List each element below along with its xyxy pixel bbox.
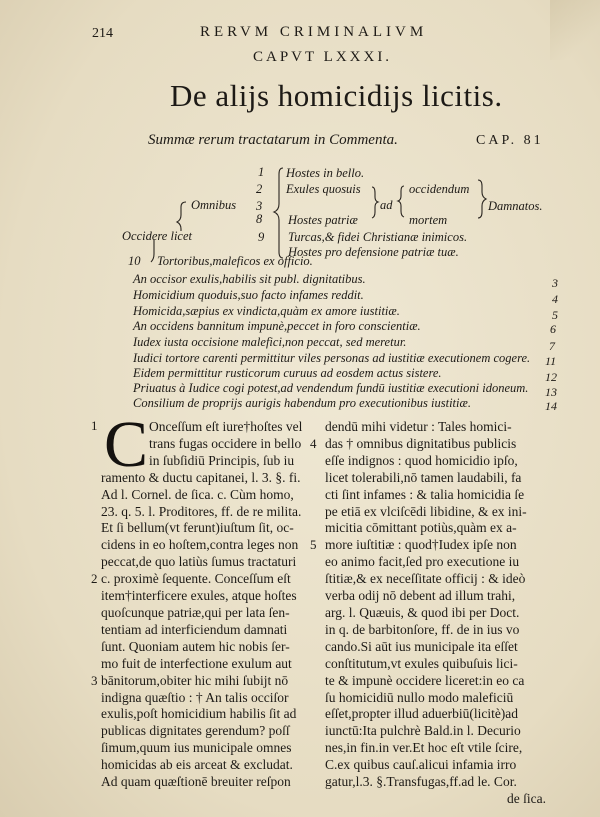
text-line: te & impunè occidere liceret:in eo ca [325,672,525,688]
text-line: 23. q. 5. l. Proditores, ff. de re milita. [101,503,302,519]
text-line: das † omnibus dignitatibus publicis [325,435,517,451]
text-line: conſtitutum,vt exules quibuſuis lici- [325,655,518,671]
diagram-entry: Damnatos. [488,199,543,213]
chapter-title: De alijs homicidijs licitis. [170,78,503,113]
text-line: eſſet,propter illud aduerbiū(licitè)ad [325,706,519,722]
text-line: Ad quam quæſtionē breuiter reſpon [101,774,291,790]
diagram-entry: mortem [409,213,448,227]
folio-number: 214 [92,26,113,41]
text-line: de ſica. [507,790,546,806]
text-line: cti ſint infames : & talia homicidia ſe [325,486,525,502]
summary-num: 6 [550,322,556,336]
diagram-entry: Omnibus [191,198,237,212]
summary-num: 7 [549,339,555,353]
diagram-entry: ad [380,198,393,212]
diagram-braces [0,0,600,300]
text-line: Et ſi bellum(vt ferunt)iuſtum ſit, oc- [101,520,294,536]
summary-line: Homicidium quoduis,suo facto infames reddit. [133,288,364,302]
margin-number: 3 [91,673,98,688]
diagram-entry: Exules quosuis [286,182,361,196]
text-line: ſunt. Quoniam autem hic nobis ſer- [101,638,290,654]
text-line: cando.Si aūt ius municipale ita eſſet [325,638,518,654]
summary-num: 3 [552,276,558,290]
text-line: exulis,poſt homicidium habilis ſit ad [101,706,297,722]
text-line: bānitorum,obiter hic mihi ſubijt nō [101,672,289,688]
text-line: tentiam ad interficiendum damnati [101,621,288,637]
text-line: Ad l. Cornel. de ſica. c. Cùm homo, [101,486,294,502]
text-line: mo fuit de interfectione exulum aut [101,655,292,671]
text-line: nes,in fin.in ver.Et hoc eſt vtile ſcire, [325,740,523,756]
summary-line: Iudex iusta occisione malefici,non peccat, sed meretur. [133,335,407,349]
chapter-heading: CAPVT LXXXI. [253,49,393,65]
text-line: ramento & ductu capitanei, l. 3. §. fi. [101,469,301,485]
margin-number: 5 [310,537,317,552]
damnatos-brace [478,180,486,218]
diagram-num: 10 [128,254,141,268]
summary-num: 13 [545,385,557,399]
left-column [101,419,311,791]
diagram-entry: Occidere licet [122,229,192,243]
text-line: homicidas ab eis arceat & excludat. [101,757,293,773]
summary-line: Eidem permittitur rusticorum curuus ad eosdem actus sistere. [133,366,442,380]
occidendum-brace [398,186,404,217]
diagram-num: 8 [256,212,263,226]
right-column [325,419,557,808]
text-line: ſtitiæ,& ex neceſſitate officij : & ideò [325,571,526,587]
diagram-entry: Turcas,& fidei Christianæ inimicos. [288,230,468,244]
summary-line: Homicida,sæpius ex vindicta,quàm ex amore iustitiæ. [133,304,400,318]
summary-line: Consilium de proprijs aurigis habendum pro executionibus iustitiæ. [133,396,471,410]
text-line: dendū mihi videtur : Tales homici- [325,419,512,434]
text-line: ſu homicidiū nullo modo maleficiū [325,689,514,705]
summary-line: An occidens bannitum impunè,peccet in foro conscientiæ. [133,319,421,333]
text-line: publicas dignitates gerendum? poſſ [101,723,290,739]
margin-number: 4 [310,436,317,451]
summary-num: 14 [545,399,557,413]
text-line: Onceſſum eſt iure†hoſtes vel [149,419,303,434]
main-brace [274,168,283,258]
summary-num: 5 [552,308,558,322]
text-line: c. proximè ſequente. Conceſſum eſt [101,571,291,587]
diagram-entry: Tortoribus,maleficos ex officio. [157,254,313,268]
diagram-num: 2 [256,182,263,196]
text-line: trans fugas occidere in bello [149,435,302,451]
margin-number: 2 [91,571,98,586]
drop-cap: C [104,408,149,481]
diagram-num: 9 [258,230,265,244]
ad-brace [372,187,378,218]
text-line: cidens in eo hoſtem,contra leges non [101,537,299,553]
summary-heading: Summæ rerum tractatarum in Commenta. [148,132,398,148]
chapter-reference: CAP. 81 [476,133,544,148]
text-line: in q. de barbitonſore, ff. de in ius vo [325,621,520,637]
text-line: eſſe indignos : quod homicidio ipſo, [325,452,518,468]
summary-line: Priuatus à Iudice cogi potest,ad vendendum fundū iustitiæ executioni idoneum. [133,381,529,395]
diagram-num: 1 [258,165,265,179]
text-line: eo animo facit,ſed pro executione iu [325,554,520,570]
text-line: C.ex quibus cauſ.alicui infamia irro [325,757,517,773]
text-line: verba odij nō debent ad illum trahi, [325,588,516,604]
summary-num: 12 [545,370,557,384]
omnibus-brace [177,202,186,231]
summary-num: 11 [545,354,557,368]
text-line: quoſcunque patriæ,qui per lata ſen- [101,604,290,620]
text-line: pe etiā ex vlciſcēdi libidine, & ex ini- [325,503,527,519]
summary-line: An occisor exulis,habilis sit publ. dignitatibus. [133,272,366,286]
text-line: indigna quæſtio : † An talis occiſor [101,689,289,705]
text-line: micitia cōmittant potiùs,quàm ex a- [325,520,517,536]
running-title: RERVM CRIMINALIVM [200,24,428,40]
text-line: iunctū:Ita pulchrè Bald.in l. Decurio [325,723,521,739]
diagram-entry: Hostes patriæ [288,213,358,227]
text-line: arg. l. Quæuis, & quod ibi per Doct. [325,604,520,620]
text-line: peccat,de quo latiùs ſumus tractaturi [101,554,297,570]
text-line: more iuſtitiæ : quod†Iudex ipſe non [325,537,517,553]
text-line: licet tolerabili,nō tamen laudabili, fa [325,469,522,485]
occidere-brace [151,240,154,262]
summary-line: Iudici tortore carenti permittitur viles personas ad iustitiæ executionem cogere. [133,351,531,365]
text-line: in ſubſidiū Principis, ſub iu [149,452,295,468]
diagram-entry: Hostes in bello. [286,166,365,180]
text-line: item†interficere exules, atque hoſtes [101,588,297,604]
diagram-num: 3 [256,199,263,213]
diagram-entry: occidendum [409,182,470,196]
text-line: ſimum,quum ius municipale omnes [101,740,292,756]
diagram-entry: Hostes pro defensione patriæ tuæ. [288,245,459,259]
margin-number: 1 [91,418,98,433]
summary-num: 4 [552,292,558,306]
text-line: gatur,l.3. §.Transfugas,ff.ad le. Cor. [325,774,517,790]
